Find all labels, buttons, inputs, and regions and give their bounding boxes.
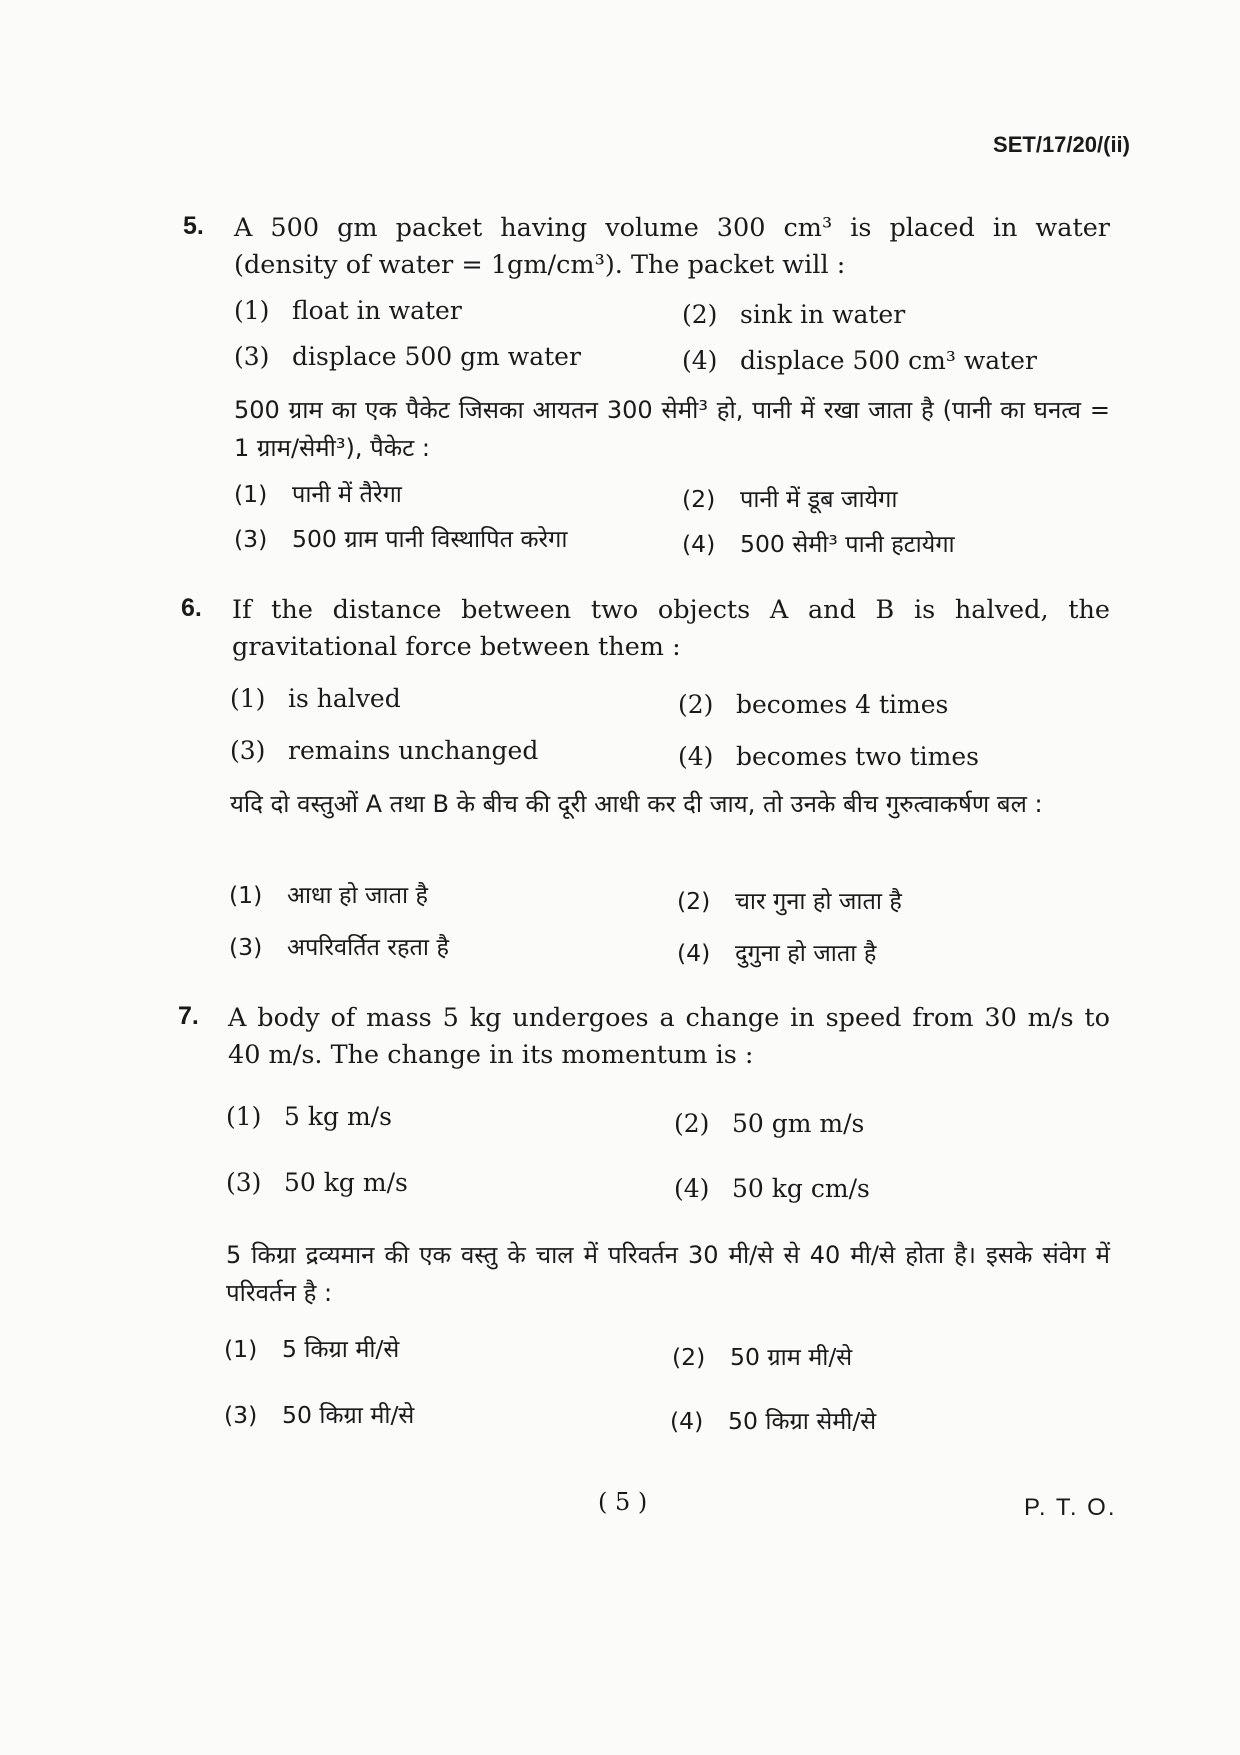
set-code: SET/17/20/(ii) (993, 132, 1130, 157)
option-2-hindi (677, 884, 902, 916)
option-number: (3) (224, 1401, 258, 1429)
question-stem-hindi: 500 ग्राम का एक पैकेट जिसका आयतन 300 सेमी³ हो, पानी में रखा जाता है (पानी का घनत्व = 1 ग्राम/सेमी³), पैकेट : (234, 396, 1110, 462)
option-number: (3) (230, 736, 266, 765)
option-text: float in water (292, 296, 462, 325)
option-text: displace 500 cm³ water (740, 346, 1037, 375)
option-3 (230, 736, 538, 765)
option-2-hindi (672, 1340, 852, 1372)
option-number: (4) (670, 1407, 704, 1435)
option-number: (1) (229, 881, 263, 909)
option-1-hindi (234, 477, 402, 509)
option-text: 50 ग्राम मी/से (730, 1343, 853, 1371)
option-text: पानी में डूब जायेगा (740, 485, 898, 513)
option-number: (2) (674, 1109, 710, 1138)
option-text: sink in water (740, 300, 906, 329)
option-number: (2) (672, 1343, 706, 1371)
option-number: (4) (677, 939, 711, 967)
option-2 (674, 1109, 864, 1138)
option-number: (4) (678, 742, 714, 771)
option-4-hindi (682, 527, 955, 559)
option-4 (682, 346, 1037, 375)
option-3 (226, 1168, 408, 1197)
option-text: 5 किग्रा मी/से (282, 1335, 400, 1363)
question-stem-english: If the distance between two objects A and B is halved, the gravitational force between them : (232, 595, 1110, 662)
option-text: is halved (288, 684, 401, 713)
question-number: 7. (178, 1002, 199, 1030)
option-number: (1) (234, 296, 270, 325)
option-number: (4) (674, 1174, 710, 1203)
option-text: 50 kg cm/s (732, 1174, 870, 1203)
option-4 (678, 742, 979, 771)
option-text: पानी में तैरेगा (292, 480, 402, 508)
option-text: remains unchanged (288, 736, 539, 765)
option-2 (682, 300, 905, 329)
option-number: (1) (234, 480, 268, 508)
question-stem-hindi: यदि दो वस्तुओं A तथा B के बीच की दूरी आधी कर दी जाय, तो उनके बीच गुरुत्वाकर्षण बल : (230, 790, 1043, 818)
pto-label: P. T. O. (1024, 1494, 1117, 1521)
question-number: 6. (181, 594, 202, 622)
option-number: (1) (230, 684, 266, 713)
option-text: becomes 4 times (736, 690, 949, 719)
option-4-hindi (677, 936, 876, 968)
option-text: displace 500 gm water (292, 342, 581, 371)
option-number: (4) (682, 530, 716, 558)
option-number: (3) (234, 342, 270, 371)
option-3-hindi (224, 1398, 414, 1430)
question-stem-hindi: 5 किग्रा द्रव्यमान की एक वस्तु के चाल में परिवर्तन 30 मी/से से 40 मी/से होता है। इसके संवेग में परिवर्तन है : (226, 1241, 1110, 1307)
option-number: (2) (682, 485, 716, 513)
option-2-hindi (682, 482, 898, 514)
option-text: दुगुना हो जाता है (735, 939, 877, 967)
option-text: 50 gm m/s (732, 1109, 865, 1138)
option-number: (2) (678, 690, 714, 719)
option-4-hindi (670, 1404, 876, 1436)
option-number: (1) (224, 1335, 258, 1363)
option-text: अपरिवर्तित रहता है (287, 933, 449, 961)
option-number: (3) (234, 525, 268, 553)
option-text: 5 kg m/s (284, 1102, 392, 1131)
option-1 (230, 684, 401, 713)
option-number: (3) (226, 1168, 262, 1197)
option-4 (674, 1174, 870, 1203)
option-number: (3) (229, 933, 263, 961)
option-3 (234, 342, 581, 371)
option-1 (226, 1102, 392, 1131)
option-text: 500 ग्राम पानी विस्थापित करेगा (292, 525, 568, 553)
option-3-hindi (229, 930, 449, 962)
option-3-hindi (234, 522, 567, 554)
option-number: (2) (677, 887, 711, 915)
option-1-hindi (224, 1332, 399, 1364)
option-text: 50 kg m/s (284, 1168, 408, 1197)
option-number: (1) (226, 1102, 262, 1131)
question-stem-english: A 500 gm packet having volume 300 cm³ is placed in water (density of water = 1gm/cm³). The packet will : (234, 213, 1110, 280)
question-number: 5. (183, 212, 204, 240)
option-text: 50 किग्रा मी/से (282, 1401, 415, 1429)
option-text: 500 सेमी³ पानी हटायेगा (740, 530, 955, 558)
option-2 (678, 690, 948, 719)
option-1 (234, 296, 462, 325)
option-text: आधा हो जाता है (287, 881, 429, 909)
option-number: (2) (682, 300, 718, 329)
option-number: (4) (682, 346, 718, 375)
option-1-hindi (229, 878, 428, 910)
option-text: चार गुना हो जाता है (735, 887, 902, 915)
question-stem-english: A body of mass 5 kg undergoes a change in speed from 30 m/s to 40 m/s. The change in its momentum is : (228, 1003, 1110, 1070)
page-number: ( 5 ) (598, 1488, 648, 1516)
option-text: 50 किग्रा सेमी/से (728, 1407, 877, 1435)
option-text: becomes two times (736, 742, 979, 771)
